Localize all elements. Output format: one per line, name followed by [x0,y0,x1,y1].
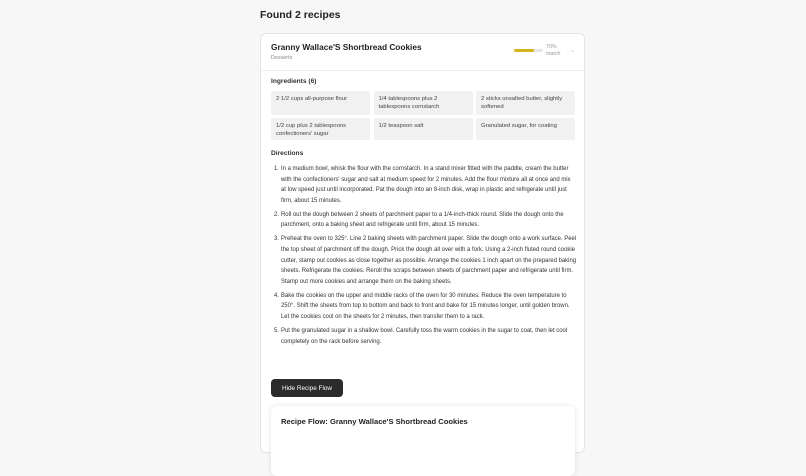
chevron-down-icon[interactable]: ⌄ [570,48,576,54]
recipe-card [260,33,585,453]
directions-list [271,164,577,350]
direction-step [271,234,577,287]
match-progress-fill [514,49,534,52]
direction-step [271,210,577,231]
ingredient-item: 1/2 cup plus 2 tablespoons confectioners' sugar [271,118,370,140]
step-number: 2. [274,211,279,218]
step-text: Roll out the dough between 2 sheets of parchment paper to a 1/4-inch-thick round. Slide the dough onto the parchment, onto a baking sheet and refrigerate until firm, about 15 minutes. [281,211,564,229]
results-count-heading: Found 2 recipes [260,9,341,21]
recipe-card-header[interactable] [261,34,584,71]
ingredients-heading: Ingredients (6) [271,78,317,85]
step-number: 1. [274,166,279,172]
ingredient-item: 2 sticks unsalted butter, slightly softened [476,91,575,115]
step-number: 4. [274,292,279,299]
hide-recipe-flow-button[interactable]: Hide Recipe Flow [271,379,343,397]
direction-step [271,291,577,323]
recipe-title: Granny Wallace'S Shortbread Cookies [271,42,422,52]
ingredient-item: 2 1/2 cups all-purpose flour [271,91,370,115]
match-progress-bar [514,49,543,52]
step-number: 5. [274,327,279,334]
match-label: 70% match [546,44,561,57]
step-text: Put the granulated sugar in a shallow bowl. Carefully toss the warm cookies in the sugar to coat, then let cool completely on the rack before serving. [281,327,568,345]
ingredients-grid [271,91,575,140]
direction-step [271,164,577,207]
recipe-category: Desserts [271,55,293,61]
ingredient-item: Granulated sugar, for coating [476,118,575,140]
recipe-flow-title: Recipe Flow: Granny Wallace'S Shortbread Cookies [281,417,468,426]
ingredient-item: 1/2 teaspoon salt [374,118,473,140]
step-number: 3. [274,236,279,243]
step-text: Preheat the oven to 325°. Line 2 baking sheets with parchment paper. Slide the dough onto a work surface. Peel the top sheet of parchment off the dough. Prick the dough all over with a fork. Using a 2-inch fluted round cookie cutter, stamp out cookies as close together as possible. Arrange the cookies 1 inch apart on the prepared baking sheets. Refrigerate the cookies. Reroll the scraps between sheets of parchment paper and refrigerate until firm. Stamp out more cookies and arrange them on the baking sheets. [281,236,577,285]
step-text: Bake the cookies on the upper and middle racks of the oven for 30 minutes. Reduce the oven temperature to 250°. Shift the sheets from top to bottom and back to front and bake for 15 minutes longer, until golden brown. Let the cookies cool on the sheets for 2 minutes, then transfer them to a rack. [281,292,570,321]
directions-heading: Directions [271,150,304,157]
direction-step [271,326,577,347]
ingredient-item: 1/4 tablespoons plus 2 tablespoons cornstarch [374,91,473,115]
step-text: In a medium bowl, whisk the flour with the cornstarch. In a stand mixer fitted with the paddle, cream the butter with the confectioners' sugar and salt at medium speed for 2 minutes. Add the flour mixture all at once and mix at low speed just until incorporated. Pat the dough into an 8-inch disk, wrap in plastic and refrigerate until just firm, about 15 minutes. [281,166,571,204]
recipe-flow-panel [271,406,575,476]
